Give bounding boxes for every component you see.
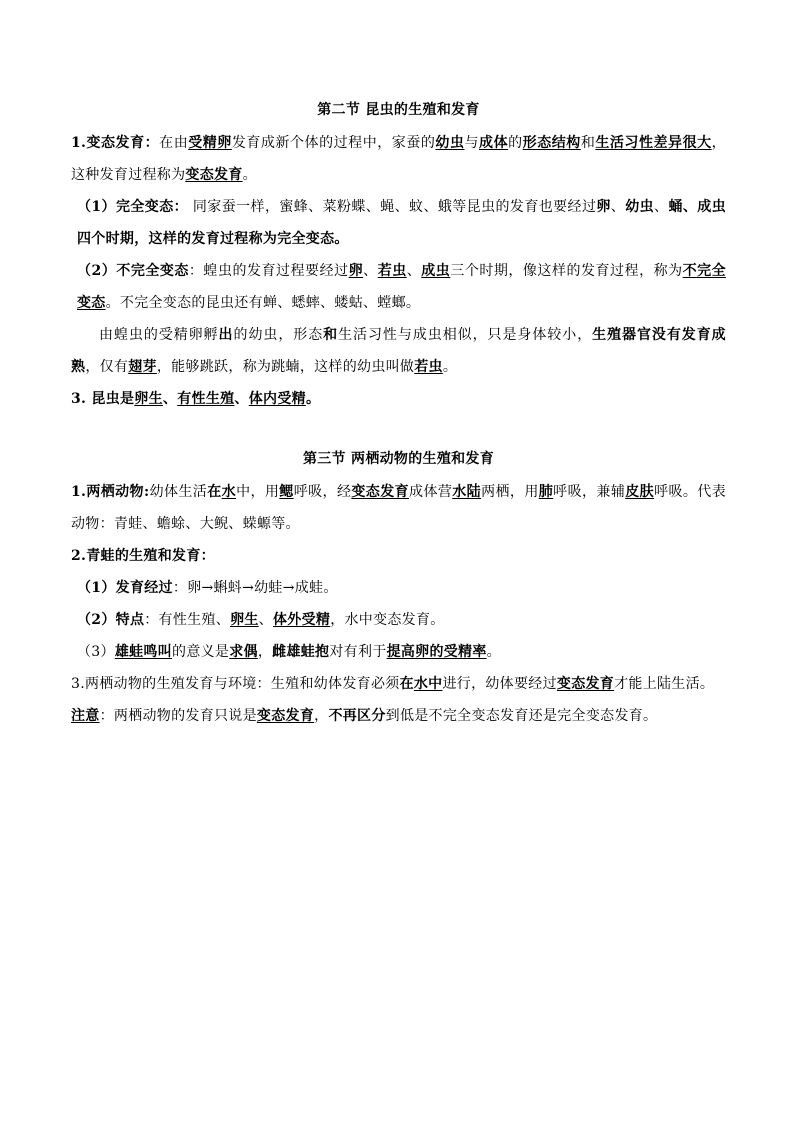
text: ：有性生殖、: [144, 612, 231, 628]
text: 、: [654, 199, 669, 215]
label-complete-metamorphosis: （1）完全变态：: [77, 199, 189, 215]
keyword-courtship: 求偶: [229, 644, 258, 660]
text: 、: [258, 612, 273, 628]
section-title-amphibians: 第三节 两栖动物的生殖和发育: [302, 451, 495, 467]
text: 生活习性与成虫相似，只是身体较小，: [338, 327, 593, 343]
keyword-fertilized-egg: 受精卵: [188, 135, 232, 151]
keyword-male-calling: 雄蛙鸣叫: [114, 644, 173, 660]
paragraph-complete-metamorphosis: [71, 191, 726, 255]
text: 与: [464, 135, 480, 151]
label-note: 注意: [71, 708, 100, 724]
text: 。: [442, 359, 458, 375]
text: ：蝗虫的发育过程要经过: [188, 263, 349, 279]
text: 。: [486, 644, 501, 660]
text: 的意义是: [172, 644, 230, 660]
text: ：两栖动物的发育只说是: [99, 708, 257, 724]
text-bold: 在: [399, 676, 414, 692]
text: ，: [314, 708, 329, 724]
keyword-wing-buds: 翅芽: [128, 359, 157, 375]
text-bold: 在: [207, 484, 222, 500]
text: 的幼虫，形态: [233, 327, 324, 343]
paragraph-frog-calling: [71, 636, 726, 668]
text: 有利于: [343, 644, 387, 660]
text: 进行，幼体要经过: [442, 676, 557, 692]
keyword-lungs: 肺: [538, 484, 554, 500]
text-bold: 出: [218, 327, 234, 343]
text: ：卵→蝌蚪→幼蛙→成蛙。: [172, 580, 338, 596]
text: 三个时期，像这样的发育过程，称为: [450, 263, 683, 279]
text: 发育成新个体的过程中，家蚕的: [231, 135, 436, 151]
keyword-egg: 卵: [596, 199, 611, 215]
text: 到低是不完全变态发育还是完全变态发育。: [385, 708, 658, 724]
text: ，仅有: [85, 359, 129, 375]
text: （3）: [77, 644, 115, 660]
paragraph-note: [71, 700, 726, 732]
label-frog-development: 2.青蛙的生殖和发育：: [71, 548, 215, 564]
text: 的: [508, 135, 523, 151]
label-incomplete-metamorphosis: （2）不完全变态: [77, 263, 189, 279]
keyword-adult: 成体: [479, 135, 509, 151]
keyword-amplexus: 雌雄蛙抱: [272, 644, 330, 660]
keyword-nymph: 若虫: [414, 359, 443, 375]
text: 由蝗虫的受精卵孵: [99, 327, 219, 343]
paragraph-nymph-description: [71, 319, 726, 383]
keyword-no-distinction: 不再区分: [328, 708, 386, 724]
text: 呼吸，经: [293, 484, 352, 500]
paragraph-amphibian-environment: [71, 668, 726, 700]
keyword-habits-differ: 生活习性差异很大: [595, 135, 712, 151]
paragraph-frog-stages: [71, 572, 726, 604]
text: 。: [242, 167, 257, 183]
paragraph-amphibian-definition: [71, 476, 726, 540]
text: 在由: [159, 135, 189, 151]
keyword-skin: 皮肤: [625, 484, 655, 500]
text: 、: [363, 263, 378, 279]
text: 、: [406, 263, 422, 279]
keyword-immature-organs: 生殖器官没有发育成熟: [71, 327, 726, 375]
keyword-egg: 卵: [348, 263, 364, 279]
keyword-metamorphosis: 变态发育: [556, 676, 615, 692]
text: 。不完全变态的昆虫还有蝉、蟋蟀、蝼蛄、螳螂。: [105, 295, 421, 311]
keyword-nymph: 若虫: [377, 263, 407, 279]
document-content: [71, 96, 726, 732]
text: 。: [305, 391, 321, 407]
section-title-insects: 第二节 昆虫的生殖和发育: [317, 102, 480, 118]
text: 3.两栖动物的生殖发育与环境：生殖和幼体发育必须: [71, 676, 400, 692]
keyword-water: 水: [221, 484, 237, 500]
keyword-larva: 幼虫: [435, 135, 465, 151]
keyword-larva: 幼虫: [625, 199, 655, 215]
text: 对: [329, 644, 344, 660]
keyword-fertilization-rate: 提高卵的受精率: [386, 644, 487, 660]
text: 两栖，用: [481, 484, 539, 500]
keyword-land-water: 水陆: [452, 484, 482, 500]
label-amphibian: 1.两栖动物:: [71, 484, 150, 500]
label-point-3: 3. 昆虫是: [71, 391, 135, 407]
keyword-gills: 鳃: [279, 484, 294, 500]
text: 呼吸，兼辅: [553, 484, 626, 500]
text-bold: 和: [323, 327, 339, 343]
text: ，水中变态发育。: [330, 612, 445, 628]
text: 、: [610, 199, 626, 215]
text: 、: [162, 391, 178, 407]
keyword-metamorphosis: 变态发育: [351, 484, 410, 500]
text: 才能上陆生活。: [614, 676, 715, 692]
paragraph-insect-reproduction: [71, 383, 726, 415]
keyword-morphology: 形态结构: [522, 135, 581, 151]
keyword-internal-fertilization: 体内受精: [248, 391, 306, 407]
text: 幼体生活: [149, 484, 208, 500]
keyword-in-water: 水中: [413, 676, 443, 692]
keyword-complete-metamorphosis-stages: 蛹、成虫四个时期，这样的发育过程称为完全变态。: [77, 199, 726, 247]
paragraph-metamorphosis: [71, 127, 726, 191]
keyword-incomplete-metamorphosis: 不完全变态: [77, 263, 726, 311]
label-features: （2）特点: [77, 612, 145, 628]
keyword-sexual-reproduction: 有性生殖: [177, 391, 235, 407]
text: 、: [234, 391, 249, 407]
keyword-metamorphosis: 变态发育: [185, 167, 243, 183]
keyword-external-fertilization: 体外受精: [272, 612, 331, 628]
paragraph-frog-heading: [71, 540, 726, 572]
text: 成体营: [409, 484, 453, 500]
keyword-metamorphosis: 变态发育: [256, 708, 315, 724]
paragraph-frog-features: [71, 604, 726, 636]
text: ，能够跳跃，称为跳蝻，这样的幼虫叫做: [156, 359, 415, 375]
text: 和: [580, 135, 596, 151]
label-development-process: （1）发育经过: [77, 580, 173, 596]
term-metamorphosis-label: 1.变态发育：: [71, 135, 160, 151]
text: ，这种发育过程称为: [71, 135, 726, 183]
text: 中，用: [236, 484, 280, 500]
keyword-oviparous: 卵生: [134, 391, 163, 407]
text: 同家蚕一样，蜜蜂、菜粉蝶、蝇、蚊、蛾等昆虫的发育也要经过: [188, 199, 597, 215]
paragraph-incomplete-metamorphosis: [71, 255, 726, 319]
keyword-oviparous: 卵生: [230, 612, 259, 628]
keyword-adult: 成虫: [421, 263, 451, 279]
text: ，: [257, 644, 273, 660]
text: 呼吸。代表动物：青蛙、蟾蜍、大鲵、蝾螈等。: [71, 484, 727, 532]
